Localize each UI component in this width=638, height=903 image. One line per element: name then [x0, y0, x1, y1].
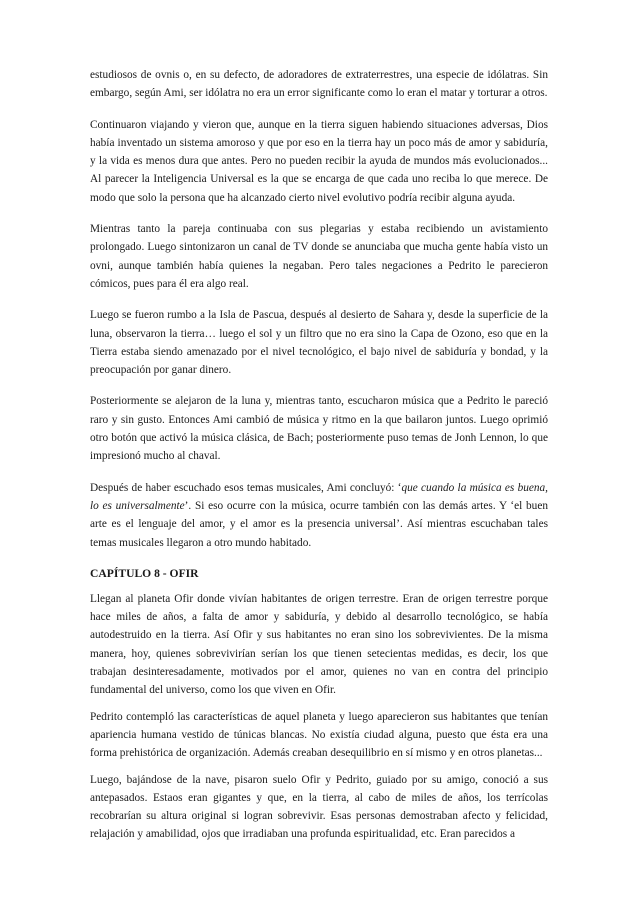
- quote-after: ’. Si eso ocurre con la música, ocurre también con las demás artes. Y ‘el buen arte es el lenguaje del amor, y el amor es la presencia universal’. Así mientras escuchaban tales temas musicales llegaron a otro mundo habitado.: [90, 499, 548, 549]
- chapter-heading: CAPÍTULO 8 - OFIR: [90, 566, 199, 580]
- paragraph-4: Luego se fueron rumbo a la Isla de Pascua, después al desierto de Sahara y, desde la superficie de la luna, observaron la tierra… luego el sol y un filtro que no era sino la Capa de Ozono, eso que en la Tierra estaba siendo amenazado por el nivel tecnológico, el bajo nivel de sabiduría y bondad, y la preocupación por ganar dinero.: [90, 309, 548, 377]
- paragraph-5: Posteriormente se alejaron de la luna y, mientras tanto, escucharon música que a Pedrito le pareció raro y sin gusto. Entonces Ami cambió de música y ritmo en la que bailaron juntos. Luego oprimió otro botón que activó la música clásica, de Bach; posteriormente puso temas de Jonh Lennon, lo que impresionó mucho al chaval.: [90, 395, 548, 463]
- chapter-paragraph-3: Luego, bajándose de la nave, pisaron suelo Ofir y Pedrito, guiado por su amigo, conoció a sus antepasados. Estaos eran gigantes y que, en la tierra, al cabo de miles de años, los terrícolas recobrarían su altura original si logran sobrevivir. Esas personas demostraban afecto y felicidad, relajación y amabilidad, ojos que irradiaban una profunda espiritualidad, etc. Eran parecidos a: [90, 773, 548, 841]
- paragraph-2: Continuaron viajando y vieron que, aunque en la tierra siguen habiendo situaciones adversas, Dios había inventado un sistema amoroso y que por eso en la tierra hay un poco más de amor y sabiduría, y la vida es menos dura que antes. Pero no pueden recibir la ayuda de mundos más evolucionados... Al parecer la Inteligencia Universal es la que se encarga de que cada uno reciba lo que merece. De modo que solo la persona que ha alcanzado cierto nivel evolutivo podría recibir alguna ayuda.: [90, 118, 548, 204]
- quote-italic: que cuando la música es buena, lo es universalmente: [90, 481, 549, 512]
- chapter-paragraph-2: Pedrito contempló las características de aquel planeta y luego aparecieron sus habitantes que tenían apariencia humana vestido de túnicas blancas. No existía ciudad alguna, puesto que ésta era una forma prehistórica de organización. Además creaban desequilibrio en sí mismo y en otros planetas...: [90, 710, 548, 760]
- paragraph-6-quote: [90, 479, 548, 552]
- document-page: [90, 66, 548, 852]
- paragraph-1: estudiosos de ovnis o, en su defecto, de adoradores de extraterrestres, una especie de idólatras. Sin embargo, según Ami, ser idólatra no era un error significante como lo eran el matar y torturar a otros.: [90, 69, 548, 100]
- chapter-paragraph-1: Llegan al planeta Ofir donde vivían habitantes de origen terrestre. Eran de origen terrestre porque hace miles de años, a falta de amor y sabiduría, y debido al desarrollo tecnológico, se había autodestruido en la tierra. Así Ofir y sus habitantes no eran sino los sobrevivientes. De la misma manera, hoy, quienes sobrevivirían serían los que tienen setecientas medidas, es decir, los que trabajan desinteresadamente, motivados por el amor, quienes no van en contra del principio fundamental del universo, como los que viven en Ofir.: [90, 592, 548, 697]
- quote-before: Después de haber escuchado esos temas musicales, Ami concluyó: ‘: [90, 481, 402, 494]
- paragraph-3: Mientras tanto la pareja continuaba con sus plegarias y estaba recibiendo un avistamiento prolongado. Luego sintonizaron un canal de TV donde se anunciaba que mucha gente había visto un ovni, aunque también había quienes la negaban. Pero tales negaciones a Pedrito le parecieron cómicos, pues para él era algo real.: [90, 223, 548, 290]
